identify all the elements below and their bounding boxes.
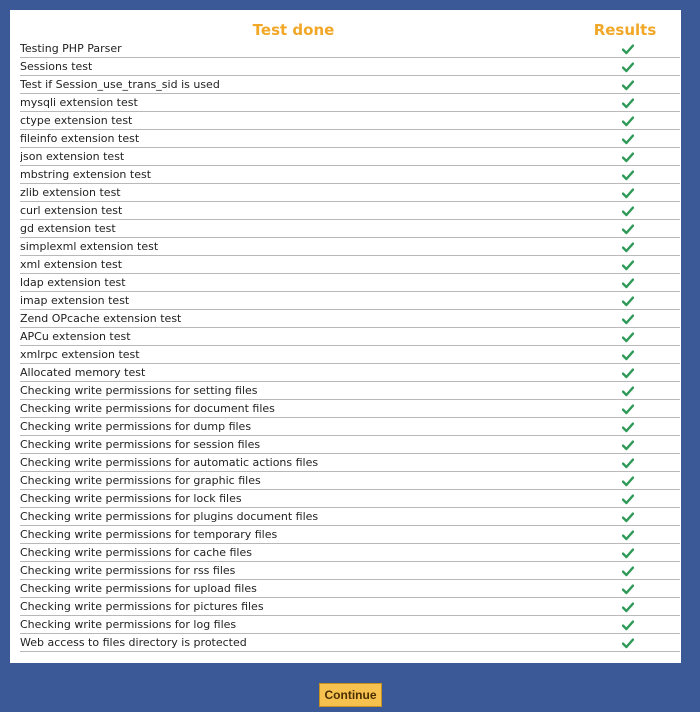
table-row	[10, 472, 681, 490]
check-icon	[622, 404, 634, 415]
test-name: Zend OPcache extension test	[20, 310, 577, 328]
test-result	[571, 454, 680, 472]
test-name: fileinfo extension test	[20, 130, 577, 148]
test-result	[571, 76, 680, 94]
check-icon	[622, 332, 634, 343]
test-result	[571, 58, 680, 76]
table-row	[10, 184, 681, 202]
check-icon	[622, 242, 634, 253]
check-icon	[622, 620, 634, 631]
check-icon	[622, 440, 634, 451]
table-row	[10, 76, 681, 94]
check-icon	[622, 548, 634, 559]
check-icon	[622, 152, 634, 163]
table-row	[10, 238, 681, 256]
table-row	[10, 454, 681, 472]
table-row	[10, 580, 681, 598]
test-name: xml extension test	[20, 256, 577, 274]
test-result	[571, 328, 680, 346]
test-name: curl extension test	[20, 202, 577, 220]
test-name: APCu extension test	[20, 328, 577, 346]
test-result	[571, 112, 680, 130]
test-result	[571, 544, 680, 562]
table-row	[10, 382, 681, 400]
table-row	[10, 634, 681, 652]
table-row	[10, 310, 681, 328]
test-result	[571, 256, 680, 274]
test-name: simplexml extension test	[20, 238, 577, 256]
check-icon	[622, 80, 634, 91]
check-icon	[622, 170, 634, 181]
test-name: Allocated memory test	[20, 364, 577, 382]
check-icon	[622, 206, 634, 217]
check-icon	[622, 512, 634, 523]
table-row	[10, 130, 681, 148]
test-result	[571, 202, 680, 220]
table-row	[10, 436, 681, 454]
test-name: Checking write permissions for log files	[20, 616, 577, 634]
test-name: ctype extension test	[20, 112, 577, 130]
test-result	[571, 292, 680, 310]
test-name: Checking write permissions for pictures files	[20, 598, 577, 616]
test-name: zlib extension test	[20, 184, 577, 202]
check-icon	[622, 44, 634, 55]
test-result	[571, 436, 680, 454]
test-name: Checking write permissions for automatic actions files	[20, 454, 577, 472]
table-row	[10, 202, 681, 220]
table-row	[10, 616, 681, 634]
test-name: xmlrpc extension test	[20, 346, 577, 364]
test-name: Checking write permissions for setting files	[20, 382, 577, 400]
table-row	[10, 526, 681, 544]
check-icon	[622, 476, 634, 487]
check-icon	[622, 98, 634, 109]
check-icon	[622, 350, 634, 361]
test-name: Checking write permissions for plugins document files	[20, 508, 577, 526]
check-icon	[622, 134, 634, 145]
check-icon	[622, 602, 634, 613]
test-result	[571, 184, 680, 202]
check-icon	[622, 368, 634, 379]
table-row	[10, 256, 681, 274]
table-row	[10, 292, 681, 310]
table-row	[10, 328, 681, 346]
check-icon	[622, 422, 634, 433]
check-icon	[622, 458, 634, 469]
table-row	[10, 94, 681, 112]
table-row	[10, 220, 681, 238]
check-icon	[622, 530, 634, 541]
test-result	[571, 418, 680, 436]
check-icon	[622, 566, 634, 577]
test-name: Checking write permissions for lock files	[20, 490, 577, 508]
test-results-table	[10, 40, 681, 652]
test-name: Sessions test	[20, 58, 577, 76]
test-result	[571, 238, 680, 256]
test-result	[571, 310, 680, 328]
check-icon	[622, 314, 634, 325]
check-icon	[622, 638, 634, 649]
test-name: imap extension test	[20, 292, 577, 310]
test-name: Checking write permissions for temporary files	[20, 526, 577, 544]
test-result	[571, 130, 680, 148]
check-icon	[622, 278, 634, 289]
test-result	[571, 562, 680, 580]
test-result	[571, 274, 680, 292]
test-result	[571, 526, 680, 544]
table-row	[10, 148, 681, 166]
table-row	[10, 544, 681, 562]
test-result	[571, 472, 680, 490]
test-result	[571, 508, 680, 526]
test-name: json extension test	[20, 148, 577, 166]
test-name: Checking write permissions for session files	[20, 436, 577, 454]
test-name: gd extension test	[20, 220, 577, 238]
check-icon	[622, 584, 634, 595]
check-icon	[622, 296, 634, 307]
check-icon	[622, 260, 634, 271]
test-result	[571, 616, 680, 634]
table-row	[10, 58, 681, 76]
test-results-panel	[10, 10, 681, 663]
test-name: Testing PHP Parser	[20, 40, 577, 58]
table-row	[10, 598, 681, 616]
test-result	[571, 148, 680, 166]
test-name: Checking write permissions for dump files	[20, 418, 577, 436]
table-row	[10, 418, 681, 436]
test-result	[571, 40, 680, 58]
test-result	[571, 166, 680, 184]
header-results: Results	[593, 21, 657, 39]
test-result	[571, 634, 680, 652]
test-result	[571, 400, 680, 418]
table-row	[10, 508, 681, 526]
check-icon	[622, 188, 634, 199]
table-row	[10, 490, 681, 508]
test-name: Web access to files directory is protected	[20, 634, 577, 652]
test-result	[571, 490, 680, 508]
test-result	[571, 94, 680, 112]
table-row	[10, 274, 681, 292]
test-name: Checking write permissions for graphic files	[20, 472, 577, 490]
table-row	[10, 166, 681, 184]
check-icon	[622, 62, 634, 73]
continue-button[interactable]: Continue	[319, 683, 382, 707]
check-icon	[622, 116, 634, 127]
test-name: mysqli extension test	[20, 94, 577, 112]
table-row	[10, 112, 681, 130]
table-row	[10, 346, 681, 364]
test-name: Test if Session_use_trans_sid is used	[20, 76, 577, 94]
test-name: Checking write permissions for document files	[20, 400, 577, 418]
check-icon	[622, 494, 634, 505]
test-result	[571, 220, 680, 238]
test-name: Checking write permissions for rss files	[20, 562, 577, 580]
test-result	[571, 580, 680, 598]
test-name: mbstring extension test	[20, 166, 577, 184]
test-result	[571, 598, 680, 616]
test-name: ldap extension test	[20, 274, 577, 292]
table-row	[10, 40, 681, 58]
table-row	[10, 562, 681, 580]
test-name: Checking write permissions for cache files	[20, 544, 577, 562]
table-row	[10, 400, 681, 418]
test-result	[571, 382, 680, 400]
test-result	[571, 346, 680, 364]
check-icon	[622, 224, 634, 235]
test-result	[571, 364, 680, 382]
table-row	[10, 364, 681, 382]
header-test-done: Test done	[252, 21, 335, 39]
check-icon	[622, 386, 634, 397]
test-name: Checking write permissions for upload files	[20, 580, 577, 598]
